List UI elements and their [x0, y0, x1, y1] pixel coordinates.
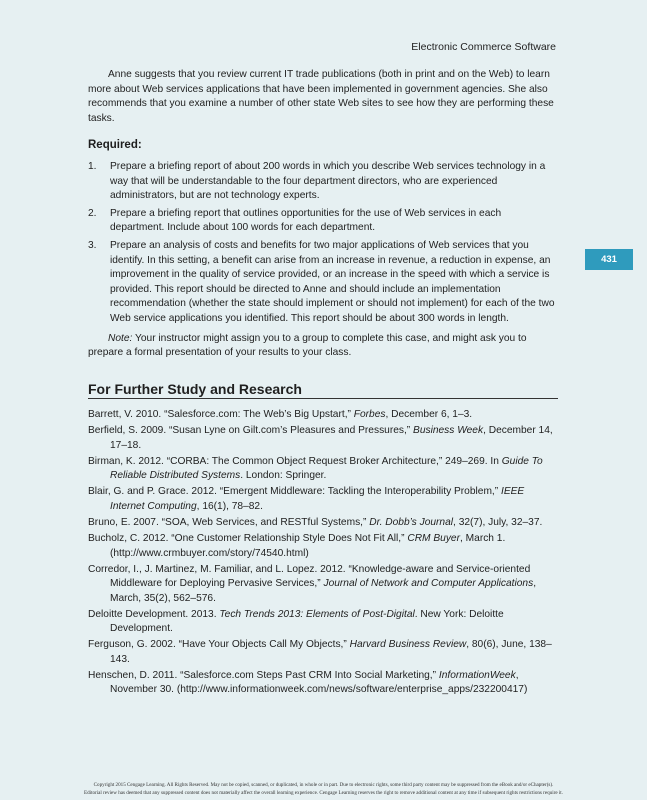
note-label: Note:: [108, 332, 133, 344]
required-item: [88, 207, 558, 236]
note-paragraph: [88, 332, 558, 361]
item-text: Prepare a briefing report that outlines opportunities for the use of Web services in each department. Include about 100 words for each department.: [110, 207, 502, 234]
reference-entry: Ferguson, G. 2002. “Have Your Objects Call My Objects,” Harvard Business Review, 80(6), June, 138–143.: [88, 639, 552, 665]
item-text: Prepare an analysis of costs and benefits for two major applications of Web services that you identify. In this setting, a benefit can arise from an increase in revenue, a reduction in expense, an improvement in the quality of service provided, or an increase in the speed with which a service is provided. This report should be directed to Anne and should include an implementation recommendation (whether the state should implement or should not implement) for each of the two Web service applications you identified. This report should be about 300 words in length.: [110, 239, 555, 324]
running-head: Electronic Commerce Software: [411, 41, 556, 53]
required-item: [88, 160, 558, 204]
item-number: 3.: [88, 239, 97, 251]
page-number-tab: 431: [585, 249, 633, 270]
required-list: [88, 160, 558, 327]
copyright-footer-line-2: Editorial review has deemed that any suppressed content does not materially affect the overall learning experience. Cengage Learning reserves the right to remove additional content at any time if subsequent rights restrictions require it.: [84, 790, 563, 796]
intro-paragraph: Anne suggests that you review current IT trade publications (both in print and on the Web) to learn more about Web services applications that have been implemented in government agencies. She also recommends that you examine a number of other state Web sites to see how they are performing these tasks.: [88, 69, 554, 124]
note-text: Your instructor might assign you to a group to complete this case, and might ask you to prepare a formal presentation of your results to your class.: [88, 332, 527, 359]
item-number: 2.: [88, 207, 97, 219]
section-heading: For Further Study and Research: [88, 382, 558, 400]
reference-entry: Deloitte Development. 2013. Tech Trends 2013: Elements of Post-Digital. New York: Deloitte Development.: [88, 608, 504, 635]
reference-entry: Barrett, V. 2010. “Salesforce.com: The Web’s Big Upstart,” Forbes, December 6, 1–3.: [88, 409, 473, 421]
reference-entry: Bucholz, C. 2012. “One Customer Relationship Style Does Not Fit All,” CRM Buyer, March 1. (http://www.crmbuyer.com/story/74540.html): [88, 532, 506, 559]
page-content: [88, 68, 558, 699]
required-heading: Required:: [88, 139, 142, 152]
item-text: Prepare a briefing report of about 200 words in which you describe Web services technology in a way that will be understandable to the four department directors, who are experienced administrators, but are not technology experts.: [110, 160, 546, 202]
reference-entry: Birman, K. 2012. “CORBA: The Common Object Request Broker Architecture,” 249–269. In Guide To Reliable Distributed Systems. London: Springer.: [88, 455, 543, 482]
required-item: [88, 239, 558, 327]
reference-entry: Corredor, I., J. Martinez, M. Familiar, and L. Lopez. 2012. “Knowledge-aware and Service-oriented Middleware for Deploying Pervasive Services,” Journal of Network and Computer Applications, March, 35(2), 562–576.: [88, 563, 537, 604]
reference-entry: Bruno, E. 2007. “SOA, Web Services, and RESTful Systems,” Dr. Dobb’s Journal, 32(7), July, 32–37.: [88, 517, 543, 528]
reference-entry: Berfield, S. 2009. “Susan Lyne on Gilt.com’s Pleasures and Pressures,” Business Week, December 14, 17–18.: [88, 425, 553, 451]
reference-list: [88, 408, 558, 698]
item-number: 1.: [88, 160, 97, 172]
copyright-footer-line-1: Copyright 2015 Cengage Learning. All Rights Reserved. May not be copied, scanned, or duplicated, in whole or in part. Due to electronic rights, some third party content may be suppressed from the eBook and/or eChapter(s).: [93, 782, 554, 788]
reference-entry: Blair, G. and P. Grace. 2012. “Emergent Middleware: Tackling the Interoperability Problem,” IEEE Internet Computing, 16(1), 78–82.: [88, 486, 525, 513]
reference-entry: Henschen, D. 2011. “Salesforce.com Steps Past CRM Into Social Marketing,” InformationWeek, November 30. (http://www.informationweek.com/news/software/enterprise_apps/232200417): [88, 669, 528, 696]
